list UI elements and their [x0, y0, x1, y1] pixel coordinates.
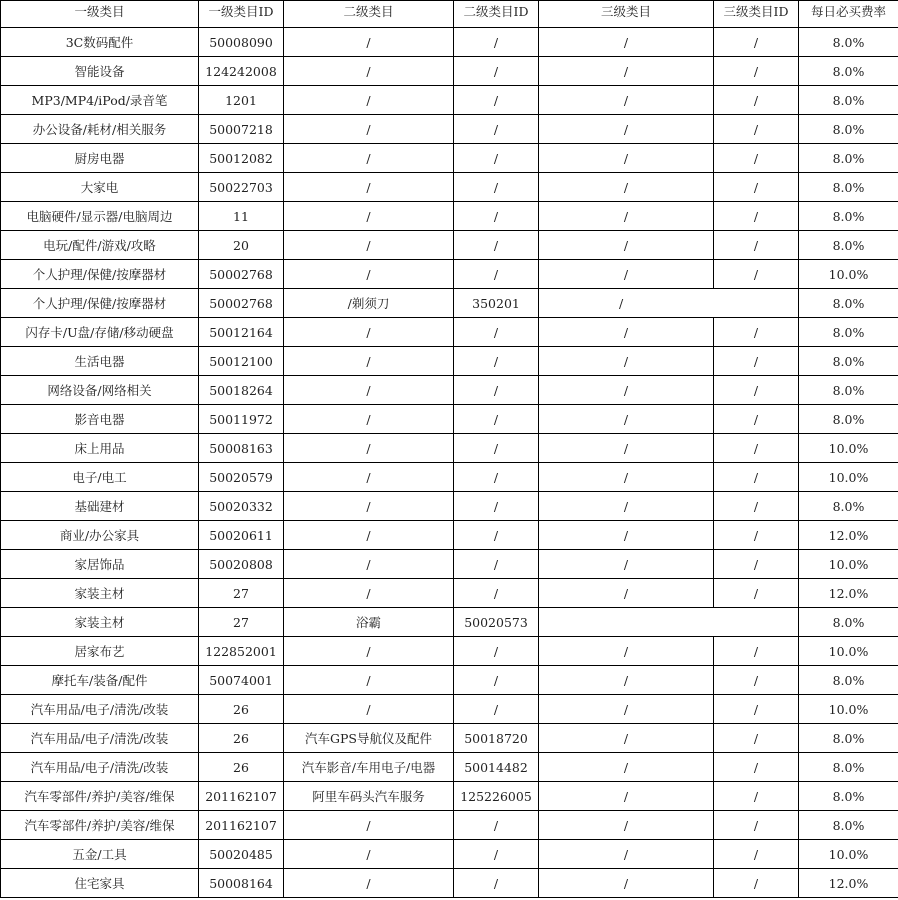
level3-category-cell: / — [539, 637, 714, 666]
level3-category-cell: / — [539, 550, 714, 579]
level1-id-cell: 50011972 — [199, 405, 284, 434]
table-row — [1, 753, 898, 782]
level1-id-cell: 26 — [199, 724, 284, 753]
table-row — [1, 405, 898, 434]
level1-id-cell: 50012100 — [199, 347, 284, 376]
table-row — [1, 463, 898, 492]
level2-id-cell: / — [454, 144, 539, 173]
level3-id-cell: / — [714, 579, 799, 608]
level2-category-cell: / — [284, 144, 454, 173]
level3-category-cell: / — [539, 57, 714, 86]
level1-category-cell: 家装主材 — [1, 608, 199, 637]
fee-rate-cell: 8.0% — [799, 347, 898, 376]
level3-category-cell: / — [539, 376, 714, 405]
level3-category-cell: / — [539, 724, 714, 753]
table-row — [1, 231, 898, 260]
level2-id-cell: 50014482 — [454, 753, 539, 782]
level3-merged-cell — [539, 608, 799, 637]
level2-id-cell: 50018720 — [454, 724, 539, 753]
fee-rate-cell: 8.0% — [799, 289, 898, 318]
level1-category-cell: 智能设备 — [1, 57, 199, 86]
table-body — [1, 28, 898, 898]
table-row — [1, 86, 898, 115]
level3-id-cell: / — [714, 202, 799, 231]
level2-category-cell: / — [284, 86, 454, 115]
header-row — [1, 1, 898, 28]
table-row — [1, 550, 898, 579]
level2-category-cell: / — [284, 347, 454, 376]
level3-category-cell: / — [539, 28, 714, 57]
level3-id-cell: / — [714, 724, 799, 753]
fee-rate-cell: 10.0% — [799, 463, 898, 492]
table-row — [1, 173, 898, 202]
level1-id-cell: 20 — [199, 231, 284, 260]
level1-id-cell: 1201 — [199, 86, 284, 115]
table-row — [1, 434, 898, 463]
fee-rate-cell: 10.0% — [799, 840, 898, 869]
fee-rate-cell: 8.0% — [799, 173, 898, 202]
level1-category-cell: 电玩/配件/游戏/攻略 — [1, 231, 199, 260]
header-level3-id: 三级类目ID — [714, 1, 799, 28]
level2-id-cell: / — [454, 347, 539, 376]
level3-id-cell: / — [714, 492, 799, 521]
level2-id-cell: / — [454, 579, 539, 608]
level1-category-cell: 办公设备/耗材/相关服务 — [1, 115, 199, 144]
level2-category-cell: / — [284, 579, 454, 608]
table-row — [1, 637, 898, 666]
level1-category-cell: 电子/电工 — [1, 463, 199, 492]
level1-id-cell: 50074001 — [199, 666, 284, 695]
level2-category-cell: / — [284, 695, 454, 724]
level2-category-cell: / — [284, 666, 454, 695]
level1-category-cell: 商业/办公家具 — [1, 521, 199, 550]
level1-category-cell: 电脑硬件/显示器/电脑周边 — [1, 202, 199, 231]
fee-rate-cell: 8.0% — [799, 202, 898, 231]
level2-category-cell: / — [284, 202, 454, 231]
level2-id-cell: / — [454, 550, 539, 579]
level1-id-cell: 50002768 — [199, 289, 284, 318]
level3-category-cell: / — [539, 115, 714, 144]
level3-id-cell: / — [714, 695, 799, 724]
level1-id-cell: 50002768 — [199, 260, 284, 289]
table-row — [1, 347, 898, 376]
level1-id-cell: 26 — [199, 695, 284, 724]
level3-category-cell: / — [539, 869, 714, 898]
level2-category-cell: 汽车影音/车用电子/电器 — [284, 753, 454, 782]
table-row — [1, 608, 898, 637]
level2-id-cell: / — [454, 666, 539, 695]
level1-id-cell: 50022703 — [199, 173, 284, 202]
level3-id-cell: / — [714, 260, 799, 289]
table-row — [1, 28, 898, 57]
fee-rate-cell: 10.0% — [799, 550, 898, 579]
table-row — [1, 492, 898, 521]
level1-id-cell: 11 — [199, 202, 284, 231]
fee-rate-cell: 12.0% — [799, 521, 898, 550]
fee-rate-cell: 10.0% — [799, 695, 898, 724]
fee-rate-cell: 8.0% — [799, 115, 898, 144]
level2-category-cell: 阿里车码头汽车服务 — [284, 782, 454, 811]
table-row — [1, 376, 898, 405]
level1-category-cell: MP3/MP4/iPod/录音笔 — [1, 86, 199, 115]
level2-id-cell: / — [454, 173, 539, 202]
table-row — [1, 57, 898, 86]
table-row — [1, 579, 898, 608]
level2-id-cell: / — [454, 28, 539, 57]
fee-rate-cell: 8.0% — [799, 666, 898, 695]
level2-id-cell: / — [454, 231, 539, 260]
level3-id-cell: / — [714, 86, 799, 115]
level2-id-cell: / — [454, 318, 539, 347]
level1-id-cell: 50012082 — [199, 144, 284, 173]
level2-id-cell: / — [454, 376, 539, 405]
level1-id-cell: 26 — [199, 753, 284, 782]
level3-id-cell: / — [714, 144, 799, 173]
level2-id-cell: 125226005 — [454, 782, 539, 811]
level1-id-cell: 122852001 — [199, 637, 284, 666]
level3-merged-cell: / — [539, 289, 799, 318]
fee-rate-cell: 10.0% — [799, 434, 898, 463]
fee-rate-cell: 12.0% — [799, 579, 898, 608]
header-level1-id: 一级类目ID — [199, 1, 284, 28]
level2-category-cell: 浴霸 — [284, 608, 454, 637]
level3-category-cell: / — [539, 434, 714, 463]
level2-id-cell: / — [454, 695, 539, 724]
level3-id-cell: / — [714, 173, 799, 202]
level1-category-cell: 汽车用品/电子/清洗/改装 — [1, 753, 199, 782]
level3-id-cell: / — [714, 869, 799, 898]
level2-id-cell: / — [454, 492, 539, 521]
level3-category-cell: / — [539, 144, 714, 173]
level2-category-cell: / — [284, 173, 454, 202]
level1-category-cell: 摩托车/装备/配件 — [1, 666, 199, 695]
level1-id-cell: 50020332 — [199, 492, 284, 521]
level1-category-cell: 居家布艺 — [1, 637, 199, 666]
level3-id-cell: / — [714, 434, 799, 463]
table-row — [1, 811, 898, 840]
fee-rate-cell: 10.0% — [799, 637, 898, 666]
level1-id-cell: 124242008 — [199, 57, 284, 86]
header-daily-fee-rate: 每日必买费率 — [799, 1, 898, 28]
header-level1-category: 一级类目 — [1, 1, 199, 28]
level1-id-cell: 50008090 — [199, 28, 284, 57]
level2-id-cell: / — [454, 840, 539, 869]
level1-id-cell: 50008163 — [199, 434, 284, 463]
level1-category-cell: 生活电器 — [1, 347, 199, 376]
table-row — [1, 869, 898, 898]
table-row — [1, 724, 898, 753]
level3-category-cell: / — [539, 463, 714, 492]
level3-id-cell: / — [714, 521, 799, 550]
fee-rate-cell: 8.0% — [799, 753, 898, 782]
level2-category-cell: / — [284, 521, 454, 550]
level2-category-cell: / — [284, 637, 454, 666]
level1-id-cell: 50007218 — [199, 115, 284, 144]
level3-id-cell: / — [714, 231, 799, 260]
level2-id-cell: 50020573 — [454, 608, 539, 637]
level2-id-cell: / — [454, 57, 539, 86]
level3-id-cell: / — [714, 811, 799, 840]
level2-category-cell: / — [284, 57, 454, 86]
level1-category-cell: 汽车零部件/养护/美容/维保 — [1, 782, 199, 811]
level3-id-cell: / — [714, 753, 799, 782]
level1-id-cell: 27 — [199, 579, 284, 608]
level3-id-cell: / — [714, 463, 799, 492]
level1-category-cell: 汽车用品/电子/清洗/改装 — [1, 695, 199, 724]
level1-id-cell: 201162107 — [199, 782, 284, 811]
table-row — [1, 666, 898, 695]
header-level3-category: 三级类目 — [539, 1, 714, 28]
fee-rate-cell: 8.0% — [799, 724, 898, 753]
level3-id-cell: / — [714, 347, 799, 376]
fee-rate-cell: 8.0% — [799, 231, 898, 260]
fee-rate-cell: 8.0% — [799, 86, 898, 115]
level3-category-cell: / — [539, 492, 714, 521]
level1-id-cell: 50020485 — [199, 840, 284, 869]
fee-rate-cell: 8.0% — [799, 492, 898, 521]
level1-id-cell: 50020808 — [199, 550, 284, 579]
level2-category-cell: / — [284, 463, 454, 492]
level2-category-cell: / — [284, 260, 454, 289]
fee-rate-cell: 8.0% — [799, 405, 898, 434]
level1-category-cell: 基础建材 — [1, 492, 199, 521]
level2-id-cell: / — [454, 202, 539, 231]
fee-rate-cell: 8.0% — [799, 57, 898, 86]
level1-id-cell: 50020579 — [199, 463, 284, 492]
level1-category-cell: 汽车用品/电子/清洗/改装 — [1, 724, 199, 753]
level2-category-cell: / — [284, 840, 454, 869]
level2-id-cell: / — [454, 260, 539, 289]
level3-category-cell: / — [539, 840, 714, 869]
level1-id-cell: 201162107 — [199, 811, 284, 840]
level1-id-cell: 50020611 — [199, 521, 284, 550]
level1-id-cell: 50018264 — [199, 376, 284, 405]
level3-id-cell: / — [714, 115, 799, 144]
level2-id-cell: / — [454, 637, 539, 666]
fee-rate-cell: 8.0% — [799, 318, 898, 347]
level1-category-cell: 五金/工具 — [1, 840, 199, 869]
level1-category-cell: 个人护理/保健/按摩器材 — [1, 260, 199, 289]
level1-category-cell: 闪存卡/U盘/存储/移动硬盘 — [1, 318, 199, 347]
table-row — [1, 695, 898, 724]
level1-id-cell: 50008164 — [199, 869, 284, 898]
level2-id-cell: / — [454, 434, 539, 463]
level3-id-cell: / — [714, 28, 799, 57]
level1-category-cell: 个人护理/保健/按摩器材 — [1, 289, 199, 318]
table-row — [1, 782, 898, 811]
level1-category-cell: 家居饰品 — [1, 550, 199, 579]
level2-id-cell: / — [454, 86, 539, 115]
level3-category-cell: / — [539, 753, 714, 782]
level2-id-cell: / — [454, 463, 539, 492]
level3-category-cell: / — [539, 405, 714, 434]
level2-id-cell: / — [454, 869, 539, 898]
level2-category-cell: / — [284, 434, 454, 463]
level2-id-cell: / — [454, 811, 539, 840]
level3-category-cell: / — [539, 260, 714, 289]
fee-rate-cell: 8.0% — [799, 811, 898, 840]
level3-category-cell: / — [539, 666, 714, 695]
table-row — [1, 521, 898, 550]
level2-category-cell: / — [284, 405, 454, 434]
level3-id-cell: / — [714, 782, 799, 811]
level3-id-cell: / — [714, 637, 799, 666]
level2-category-cell: / — [284, 869, 454, 898]
level3-category-cell: / — [539, 173, 714, 202]
level3-id-cell: / — [714, 57, 799, 86]
level1-category-cell: 床上用品 — [1, 434, 199, 463]
level2-category-cell: / — [284, 231, 454, 260]
level3-category-cell: / — [539, 86, 714, 115]
table-row — [1, 289, 898, 318]
level2-category-cell: / — [284, 492, 454, 521]
header-level2-category: 二级类目 — [284, 1, 454, 28]
level3-category-cell: / — [539, 318, 714, 347]
level2-category-cell: /剃须刀 — [284, 289, 454, 318]
level1-category-cell: 家装主材 — [1, 579, 199, 608]
table-row — [1, 318, 898, 347]
level1-category-cell: 影音电器 — [1, 405, 199, 434]
level2-category-cell: / — [284, 28, 454, 57]
fee-rate-cell: 10.0% — [799, 260, 898, 289]
level2-category-cell: 汽车GPS导航仪及配件 — [284, 724, 454, 753]
level1-id-cell: 27 — [199, 608, 284, 637]
level1-category-cell: 大家电 — [1, 173, 199, 202]
level3-category-cell: / — [539, 782, 714, 811]
fee-rate-cell: 8.0% — [799, 376, 898, 405]
level3-id-cell: / — [714, 376, 799, 405]
level3-category-cell: / — [539, 231, 714, 260]
level3-category-cell: / — [539, 521, 714, 550]
table-row — [1, 144, 898, 173]
level3-category-cell: / — [539, 811, 714, 840]
level1-category-cell: 住宅家具 — [1, 869, 199, 898]
level1-category-cell: 厨房电器 — [1, 144, 199, 173]
level3-id-cell: / — [714, 405, 799, 434]
level2-id-cell: / — [454, 405, 539, 434]
fee-rate-cell: 12.0% — [799, 869, 898, 898]
level3-id-cell: / — [714, 318, 799, 347]
level2-category-cell: / — [284, 811, 454, 840]
level2-category-cell: / — [284, 550, 454, 579]
fee-rate-cell: 8.0% — [799, 782, 898, 811]
level3-category-cell: / — [539, 347, 714, 376]
level2-category-cell: / — [284, 115, 454, 144]
level1-category-cell: 网络设备/网络相关 — [1, 376, 199, 405]
level2-id-cell: 350201 — [454, 289, 539, 318]
level2-id-cell: / — [454, 115, 539, 144]
level2-category-cell: / — [284, 376, 454, 405]
level3-category-cell: / — [539, 202, 714, 231]
level1-category-cell: 3C数码配件 — [1, 28, 199, 57]
level2-id-cell: / — [454, 521, 539, 550]
table-row — [1, 840, 898, 869]
level3-category-cell: / — [539, 695, 714, 724]
fee-rate-cell: 8.0% — [799, 144, 898, 173]
header-level2-id: 二级类目ID — [454, 1, 539, 28]
level1-category-cell: 汽车零部件/养护/美容/维保 — [1, 811, 199, 840]
level2-category-cell: / — [284, 318, 454, 347]
table-row — [1, 202, 898, 231]
level3-category-cell: / — [539, 579, 714, 608]
level1-id-cell: 50012164 — [199, 318, 284, 347]
level3-id-cell: / — [714, 550, 799, 579]
fee-rate-cell: 8.0% — [799, 28, 898, 57]
level3-id-cell: / — [714, 666, 799, 695]
fee-rate-cell: 8.0% — [799, 608, 898, 637]
table-row — [1, 260, 898, 289]
level3-id-cell: / — [714, 840, 799, 869]
table-row — [1, 115, 898, 144]
